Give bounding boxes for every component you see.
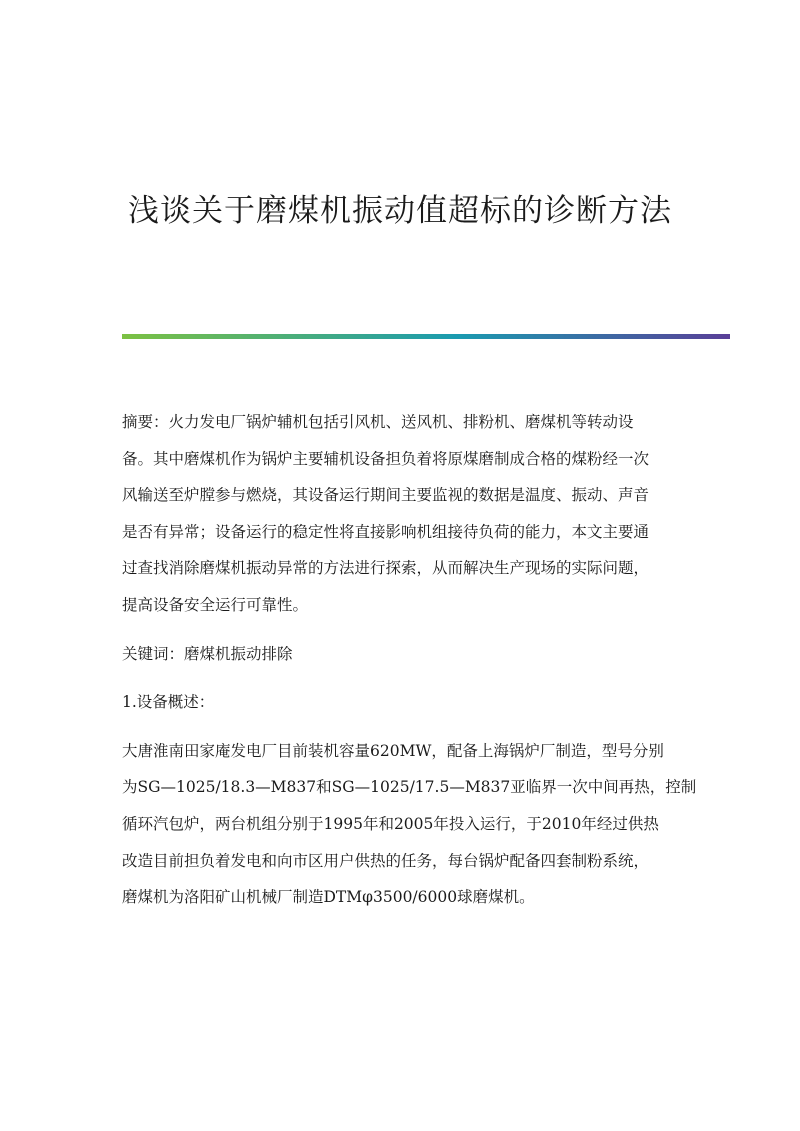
abstract-line: 备。其中磨煤机作为锅炉主要辅机设备担负着将原煤磨制成合格的煤粉经一次 [122, 449, 650, 468]
body-line: 磨煤机为洛阳矿山机械厂制造DTMφ3500/6000球磨煤机。 [122, 888, 535, 907]
abstract-line: 是否有异常；设备运行的稳定性将直接影响机组接待负荷的能力，本文主要通 [122, 522, 650, 541]
document-body [122, 404, 697, 916]
keywords-line: 关键词：磨煤机振动排除 [122, 644, 293, 663]
body-line: 大唐淮南田家庵发电厂目前装机容量620MW，配备上海锅炉厂制造，型号分别 [122, 741, 664, 760]
overview-paragraph [122, 733, 697, 916]
keywords-paragraph [122, 636, 690, 673]
abstract-line: 摘要：火力发电厂锅炉辅机包括引风机、送风机、排粉机、磨煤机等转动设 [122, 413, 634, 431]
title-divider [122, 334, 730, 339]
body-line: 改造目前担负着发电和向市区用户供热的任务，每台锅炉配备四套制粉系统， [122, 851, 650, 870]
document-title: 浅谈关于磨煤机振动值超标的诊断方法 [128, 193, 672, 229]
abstract-paragraph [122, 404, 690, 624]
abstract-line: 过查找消除磨煤机振动异常的方法进行探索，从而解决生产现场的实际问题， [122, 559, 650, 578]
body-line: 为SG—1025/18.3—M837和SG—1025/17.5—M837亚临界一次中间再热，控制 [122, 778, 697, 797]
abstract-line: 风输送至炉膛参与燃烧，其设备运行期间主要监视的数据是温度、振动、声音 [122, 486, 650, 505]
section-heading-text: 1.设备概述： [122, 693, 215, 712]
abstract-line: 提高设备安全运行可靠性。 [122, 595, 309, 614]
section-heading [122, 684, 690, 721]
body-line: 循环汽包炉，两台机组分别于1995年和2005年投入运行，于2010年经过供热 [122, 814, 659, 833]
